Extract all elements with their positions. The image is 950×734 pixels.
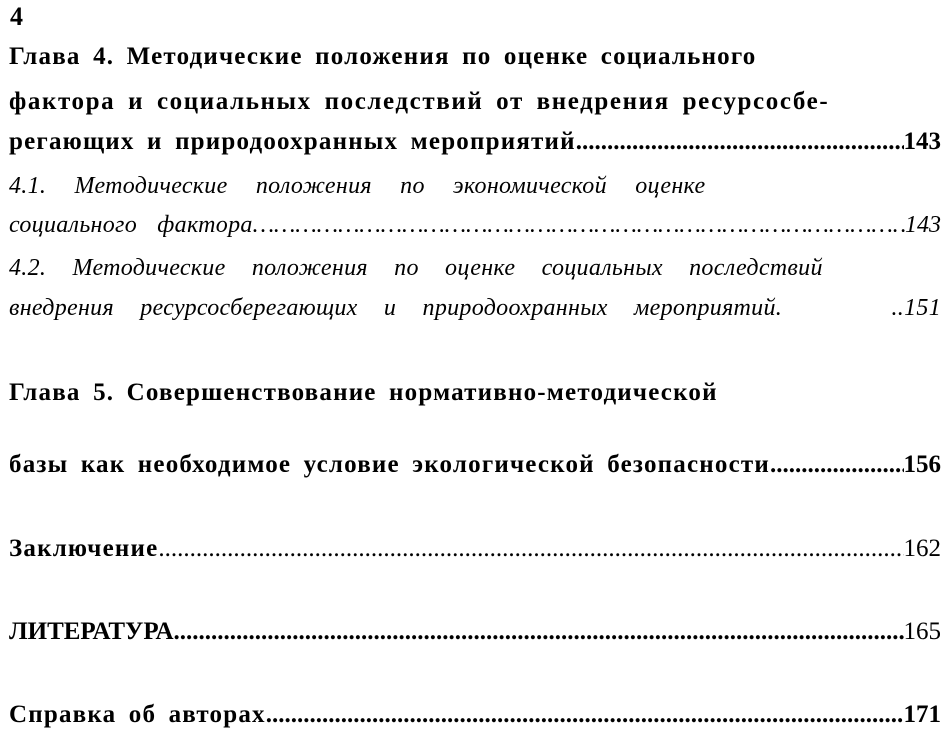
toc-page-number: 143 bbox=[905, 212, 941, 238]
toc-chapter5-line2 bbox=[9, 449, 941, 481]
toc-page-number: 156 bbox=[903, 451, 941, 478]
toc-page-number: 165 bbox=[903, 618, 941, 645]
toc-leader-dots bbox=[174, 616, 904, 648]
toc-entry-title: регающих и природоохранных мероприятий bbox=[9, 128, 576, 155]
toc-entry-title: Справка об авторах bbox=[9, 701, 266, 728]
toc-section4-1-line1: 4.1. Методические положения по экономической оценке bbox=[9, 173, 706, 199]
toc-leader-dots bbox=[253, 209, 905, 241]
toc-section4-1-line2 bbox=[9, 209, 941, 241]
toc-section4-2-line2 bbox=[9, 292, 941, 324]
toc-page-number: ..151 bbox=[891, 295, 941, 321]
toc-leader-dots bbox=[576, 126, 904, 158]
toc-entry-title: внедрения ресурсосберегающих и природоохранных мероприятий. bbox=[9, 295, 783, 321]
toc-entry-title: базы как необходимое условие экологической безопасности bbox=[9, 451, 770, 478]
toc-entry-title: ЛИТЕРАТУРА bbox=[9, 618, 174, 645]
toc-authors bbox=[9, 699, 941, 731]
toc-literature bbox=[9, 616, 941, 648]
toc-chapter5-line1: Глава 5. Совершенствование нормативно-методической bbox=[9, 379, 718, 406]
toc-page-number: 171 bbox=[903, 701, 941, 728]
toc-chapter4-line1: Глава 4. Методические положения по оценке социального bbox=[9, 43, 757, 70]
toc-page-number: 143 bbox=[903, 128, 941, 155]
toc-chapter4-line3 bbox=[9, 126, 941, 158]
toc-chapter4-line2: фактора и социальных последствий от внедрения ресурсосбе- bbox=[9, 88, 830, 115]
toc-leader-dots bbox=[770, 449, 904, 481]
toc-page-number: 162 bbox=[903, 535, 941, 562]
toc-section4-2-line1: 4.2. Методические положения по оценке социальных последствий bbox=[9, 255, 823, 281]
toc-leader-dots bbox=[266, 699, 904, 731]
toc-entry-title: социального фактора bbox=[9, 212, 253, 238]
toc-conclusion bbox=[9, 533, 941, 565]
toc-leader-dots bbox=[158, 533, 903, 565]
toc-entry-title: Заключение bbox=[9, 535, 159, 562]
page-number: 4 bbox=[10, 2, 23, 31]
